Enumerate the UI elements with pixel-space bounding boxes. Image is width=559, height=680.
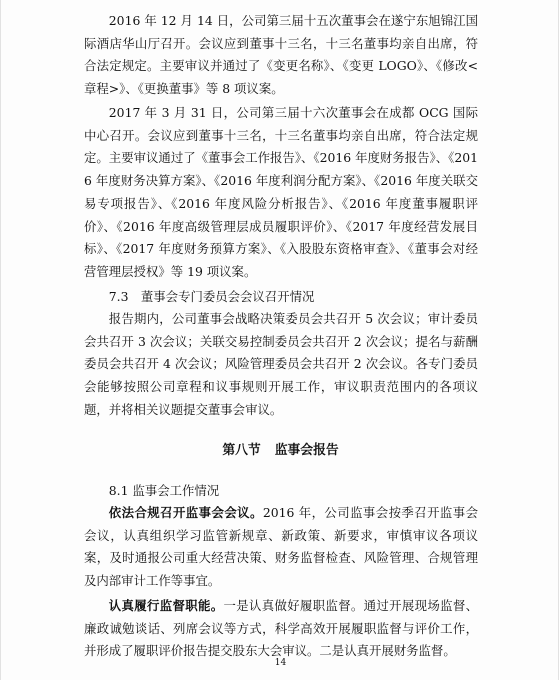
section-number: 第八节 (222, 443, 261, 458)
paragraph-lead-bold: 依法合规召开监事会会议。 (108, 505, 263, 520)
paragraph-board-meeting-15: 2016 年 12 月 14 日，公司第三届十五次董事会在遂宁东旭锦江国际酒店华山厅召开。会议应到董事十三名，十三名董事均亲自出席，符合法定规定。主要审议并通过了《变更名称》、《变更 LOGO》、《修改<章程>》、《更换董事》等 8 项议案。 (84, 13, 478, 97)
paragraph-committee-meetings: 报告期内，公司董事会战略决策委员会共召开 5 次会议；审计委员会共召开 3 次会议；关联交易控制委员会共召开 2 次会议；提名与薪酬委员会共召开 4 次会议；风险管理委员会共召开 2 次会议。各专门委员会能够按照公司章程和议事规则开展工作，审议职责范围内的各项议题，并将相关议题提交董事会审议。 (84, 311, 478, 417)
page-number: 14 (274, 658, 287, 668)
subsection-7-3-heading: 7.3 董事会专门委员会会议召开情况 (108, 289, 315, 304)
paragraph-board-meeting-16: 2017 年 3 月 31 日，公司第三届十六次董事会在成都 OCG 国际中心召开。会议应到董事十三名，十三名董事均亲自出席，符合法定规定。主要审议通过了《董事会工作报告》、《2016 年度财务报告》、《2016 年度财务决算方案》、《2016 年度利润分配方案》、《2016 年度关联交易专项报告》、《2016 年度风险分析报告》、《2016 年度董事履职评价》、《2016 年度高级管理层成员履职评价》、《2017 年度经营发展目标》、《2017 年度财务预算方案》、《入股股东资格审查》、《董事会对经营管理层授权》等 19 项议案。 (84, 105, 478, 279)
paragraph-lead-bold: 认真履行监督职能。 (108, 598, 224, 613)
section-heading (1, 440, 559, 462)
section-title: 监事会报告 (274, 443, 339, 458)
paragraph-supervisory-meetings (84, 502, 478, 593)
paragraph-body: 2016 年，公司监事会按季召开监事会会议，认真组织学习监管新规章、新政策、新要求，审慎审议各项议案，及时通报公司重大经营决策、财务监督检查、风险管理、合规管理及内部审计工作等事宜。 (84, 505, 478, 589)
paragraph-supervisory-duties (84, 595, 478, 663)
subsection-8-1-heading: 8.1 监事会工作情况 (108, 483, 220, 498)
paragraph-body: 一是认真做好履职监督。通过开展现场监督、廉政诚勉谈话、列席会议等方式，科学高效开展履职监督与评价工作，并形成了履职评价报告提交股东大会审议。二是认真开展财务监督。 (84, 598, 479, 659)
